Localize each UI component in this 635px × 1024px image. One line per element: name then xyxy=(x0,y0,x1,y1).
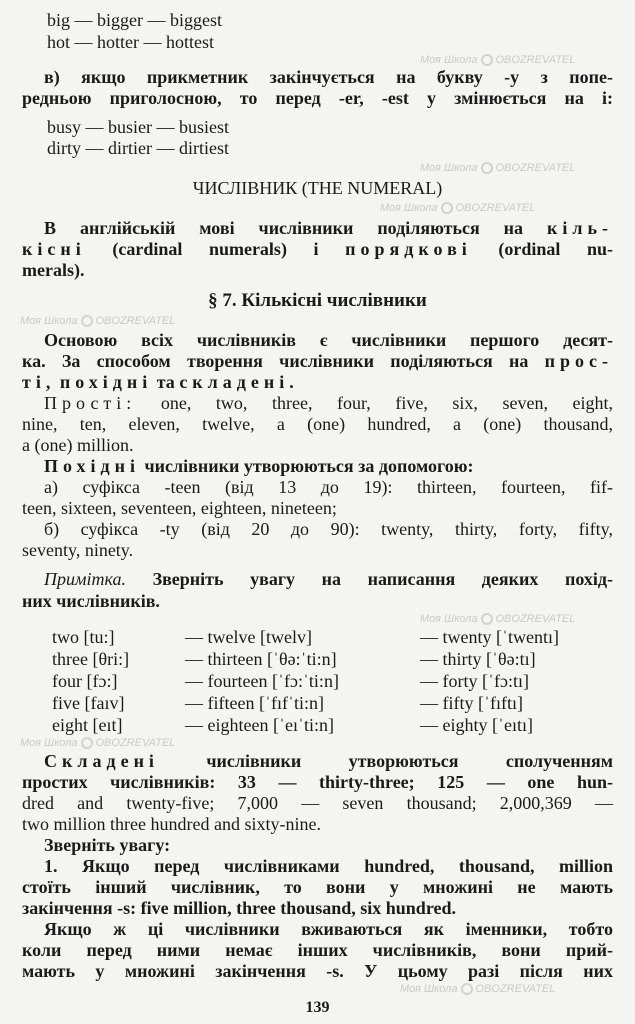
text-line: них числівників. xyxy=(22,591,160,611)
text-line: мають у множині закінчення -s. У цьому разі після них xyxy=(22,961,613,981)
watermark: Моя Школа OBOZREVATEL xyxy=(400,983,556,995)
watermark: Моя Школа OBOZREVATEL xyxy=(420,54,576,66)
watermark: Моя Школа OBOZREVATEL xyxy=(20,737,176,749)
table-cell: eight [eıt] xyxy=(52,715,123,735)
table-cell: — fifty [ˈfıftı] xyxy=(420,693,523,713)
chapter-heading: ЧИСЛІВНИК (THE NUMERAL) xyxy=(192,178,443,198)
table-cell: two [tu:] xyxy=(52,627,115,647)
text-line: Зверніть увагу: xyxy=(44,835,171,855)
text-line: б) суфікса -ty (від 20 до 90): twenty, thirty, forty, fifty, xyxy=(44,519,613,539)
watermark: Моя Школа OBOZREVATEL xyxy=(420,613,576,625)
text-line: a (one) million. xyxy=(22,435,134,455)
text-line: Похідні числівники утворюються за допомогою: xyxy=(44,456,474,476)
table-cell: — fifteen [ˈfıfˈti:n] xyxy=(185,693,324,713)
table-cell: — fourteen [ˈfɔ:ˈti:n] xyxy=(185,671,339,691)
text-line: big — bigger — biggest xyxy=(47,10,222,30)
text-line: закінчення -s: five million, three thousand, six hundred. xyxy=(22,898,456,918)
text-line: seventy, ninety. xyxy=(22,540,134,560)
text-line: кісні (cardinal numerals) і порядкові (ordinal nu- xyxy=(22,239,614,259)
text-line: busy — busier — busiest xyxy=(47,117,229,137)
text-line: Прості: one, two, three, four, five, six, seven, eight, xyxy=(44,393,613,413)
page-number: 139 xyxy=(305,999,330,1016)
text-line: коли перед ними немає інших числівників, вони прий- xyxy=(22,940,613,960)
watermark: Моя Школа OBOZREVATEL xyxy=(420,162,576,174)
text-line: Примітка. Зверніть увагу на написання деяких похід- xyxy=(44,569,613,589)
text-line: Основою всіх числівників є числівники першого десят- xyxy=(44,330,613,350)
table-cell: four [fɔ:] xyxy=(52,671,118,691)
section-heading: § 7. Кількісні числівники xyxy=(208,290,427,311)
table-cell: — thirteen [ˈθə:ˈti:n] xyxy=(185,649,337,669)
text-line: ті, похідні та складені. xyxy=(22,372,299,392)
text-line: nine, ten, eleven, twelve, a (one) hundred, a (one) thousand, xyxy=(22,414,613,434)
table-cell: three [θri:] xyxy=(52,649,130,669)
text-line: teen, sixteen, seventeen, eighteen, nineteen; xyxy=(22,498,337,518)
text-line: hot — hotter — hottest xyxy=(47,32,214,52)
text-line: ка. За способом творення числівники поділяються на прос- xyxy=(22,351,614,371)
table-cell: — twenty [ˈtwentı] xyxy=(420,627,559,647)
table-cell: — forty [ˈfɔ:tı] xyxy=(420,671,529,691)
text-line: 1. Якщо перед числівниками hundred, thousand, million xyxy=(44,856,613,876)
text-line: dred and twenty-five; 7,000 — seven thousand; 2,000,369 — xyxy=(22,793,613,813)
watermark: Моя Школа OBOZREVATEL xyxy=(20,315,176,327)
text-line: редньою приголосною, то перед -er, -est y змінюється на і: xyxy=(22,88,613,108)
watermark: Моя Школа OBOZREVATEL xyxy=(380,202,536,214)
text-line: two million three hundred and sixty-nine. xyxy=(22,814,321,834)
table-cell: — eighty [ˈeıtı] xyxy=(420,715,533,735)
text-line: а) суфікса -teen (від 13 до 19): thirteen, fourteen, fif- xyxy=(44,477,613,497)
table-cell: — eighteen [ˈeıˈti:n] xyxy=(185,715,334,735)
text-line: стоїть інший числівник, то вони у множині не мають xyxy=(22,877,613,897)
table-cell: five [faıv] xyxy=(52,693,125,713)
text-line: в) якщо прикметник закінчується на букву -y з попе- xyxy=(44,67,613,87)
text-line: Якщо ж ці числівники вживаються як іменники, тобто xyxy=(44,919,613,939)
table-cell: — thirty [ˈθə:tı] xyxy=(420,649,536,669)
text-line: dirty — dirtier — dirtiest xyxy=(47,138,229,158)
text-line: В англійській мові числівники поділяються на кіль- xyxy=(44,218,614,238)
text-line: merals). xyxy=(22,260,85,280)
table-cell: — twelve [twelv] xyxy=(185,627,312,647)
text-line: простих числівників: 33 — thirty-three; 125 — one hun- xyxy=(22,772,613,792)
text-line: Складені числівники утворюються сполученням xyxy=(44,751,614,771)
